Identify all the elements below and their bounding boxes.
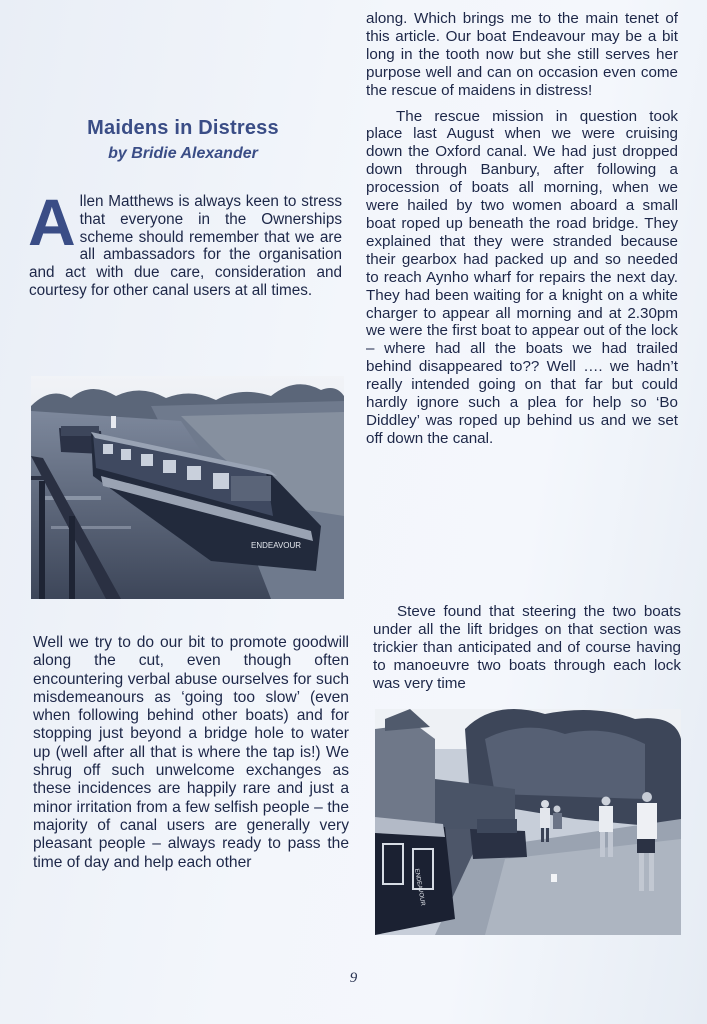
left-lower-paragraph	[33, 634, 349, 872]
right-lower-paragraph	[373, 603, 681, 693]
right-column	[366, 10, 678, 456]
drop-cap: A	[28, 185, 76, 259]
intro-text: llen Matthews is always keen to stress that everyone in the Ownerships scheme should remember that we are all ambassadors for the organisation and act with due care, consideration and courtesy for other canal users at all times.	[29, 193, 342, 299]
left-lower-text: Well we try to do our bit to promote goodwill along the cut, even though often encountering verbal abuse ourselves for such misdemeanours as ‘going too slow’ (even when following behind other boats) and for stopping just beyond a bridge hole to water up (well after all that is where the tap is!) We shrug off such unwelcome exchanges as these incidences are happily rare and just a minor irritation from a few selfish people – the majority of canal users are generally very pleasant people – always ready to pass the time of day and help each other	[33, 634, 349, 871]
right-paragraph-2: The rescue mission in question took place last August when we were cruising down the Oxford canal. We had just dropped down through Banbury, after following a procession of boats all morning, when we were hailed by two women aboard a small boat roped up beneath the road bridge. They explained that they were stranded because their gearbox had packed up and so needed to reach Aynho wharf for repairs the next day. They had been waiting for a knight on a white charger to appear all morning and at 2.30pm we were the first boat to appear out of the lock – where had all the boats we had trailed behind disappeared to?? Well …. we hadn’t really intended going on that far but could hardly ignore such a plea for help so ‘Bo Diddley’ was roped up behind us and we set off down the canal.	[366, 107, 678, 447]
intro-paragraph	[28, 185, 342, 300]
photo2-boat-name: ENDEAVOUR	[413, 868, 426, 907]
page-number: 9	[349, 970, 358, 986]
photo1-boat-name: ENDEAVOUR	[251, 541, 302, 550]
right-paragraph-3: Steve found that steering the two boats under all the lift bridges on that section was trickier than anticipated and of course having to manoeuvre two boats through each lock was very time	[373, 603, 681, 692]
photo-towpath-people	[375, 709, 681, 935]
right-paragraph-1: along. Which brings me to the main tenet of this article. Our boat Endeavour may be a bit long in the tooth now but she still serves her purpose well and can on occasion even come the rescue of maidens in distress!	[366, 10, 678, 99]
photo-narrowboats-canal	[31, 376, 344, 599]
article-title: Maidens in Distress	[87, 117, 279, 139]
article-byline: by Bridie Alexander	[108, 145, 258, 162]
